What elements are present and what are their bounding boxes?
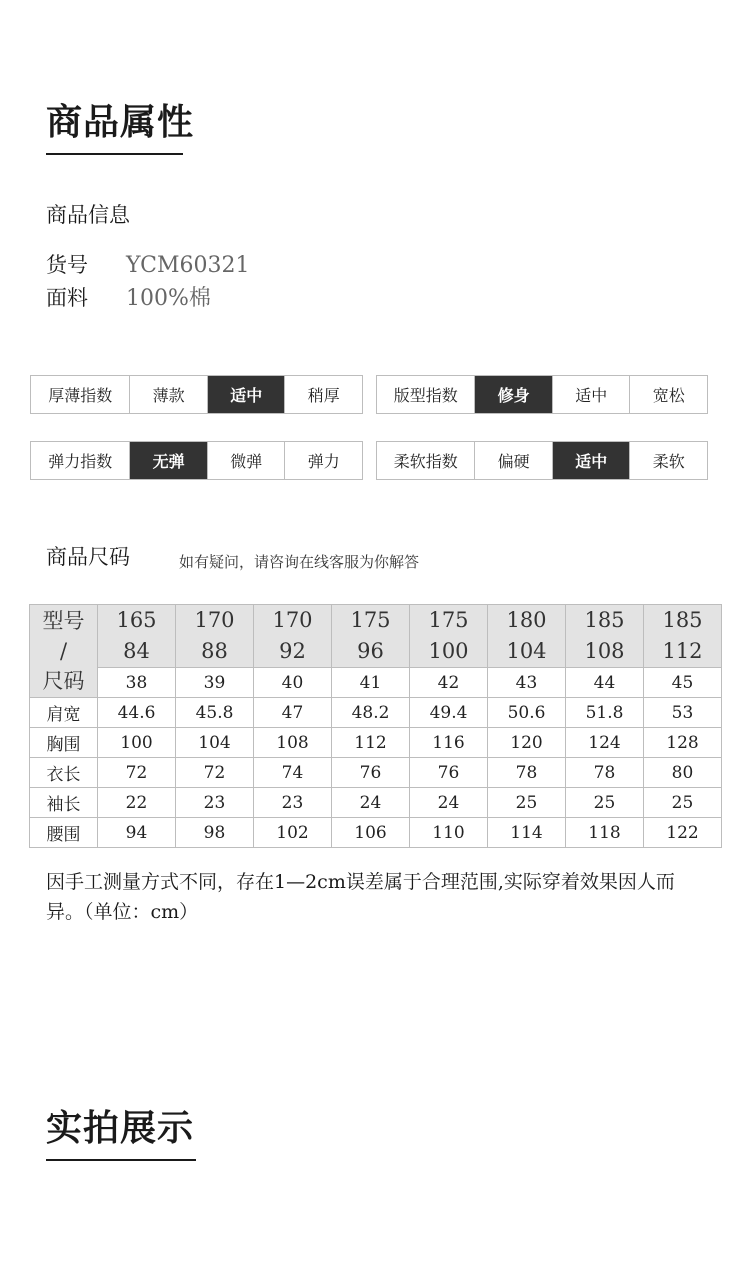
row-label: 衣长 — [30, 758, 98, 788]
cell: 45.8 — [176, 698, 254, 728]
model-cell: 180 104 — [488, 605, 566, 668]
table-row-length — [30, 758, 722, 788]
index-label: 厚薄指数 — [48, 386, 113, 405]
cell: 122 — [644, 818, 722, 848]
cell: 110 — [410, 818, 488, 848]
cell: 114 — [488, 818, 566, 848]
cell: 78 — [566, 758, 644, 788]
index-option: 适中 — [552, 376, 630, 413]
model-cell: 175 100 — [410, 605, 488, 668]
index-option-selected: 适中 — [207, 376, 285, 413]
size-code-row — [30, 668, 722, 698]
model-cell: 185 112 — [644, 605, 722, 668]
cell: 80 — [644, 758, 722, 788]
info-row-item-no — [46, 255, 249, 277]
size-hint: 如有疑问，请咨询在线客服为你解答 — [179, 553, 420, 571]
table-row-chest — [30, 728, 722, 758]
model-cell: 170 92 — [254, 605, 332, 668]
index-option: 弹力 — [284, 442, 362, 479]
cell: 23 — [176, 788, 254, 818]
cell: 78 — [488, 758, 566, 788]
index-label: 弹力指数 — [48, 452, 113, 471]
index-option: 柔软 — [629, 442, 707, 479]
section-title-photos: 实拍展示 — [46, 1107, 195, 1149]
index-option: 宽松 — [629, 376, 707, 413]
index-label: 版型指数 — [393, 386, 458, 405]
info-label: 货号 — [46, 253, 88, 277]
cell: 102 — [254, 818, 332, 848]
index-option-selected: 修身 — [474, 376, 552, 413]
corner-top: 型号 — [42, 609, 85, 633]
cell: 53 — [644, 698, 722, 728]
index-option-selected: 适中 — [552, 442, 630, 479]
cell: 51.8 — [566, 698, 644, 728]
size-table — [29, 604, 722, 848]
info-value: 100%棉 — [126, 286, 211, 311]
model-cell: 185 108 — [566, 605, 644, 668]
cell: 106 — [332, 818, 410, 848]
cell: 23 — [254, 788, 332, 818]
cell: 25 — [566, 788, 644, 818]
title-underline — [46, 1159, 196, 1161]
cell: 116 — [410, 728, 488, 758]
size-title: 商品尺码 — [46, 545, 130, 569]
cell: 74 — [254, 758, 332, 788]
info-label: 面料 — [46, 286, 88, 310]
corner-bottom: 尺码 — [42, 669, 85, 693]
row-label: 袖长 — [30, 788, 98, 818]
cell: 48.2 — [332, 698, 410, 728]
index-option: 薄款 — [129, 376, 207, 413]
cell: 25 — [644, 788, 722, 818]
size-corner-cell — [30, 605, 98, 698]
cell: 100 — [98, 728, 176, 758]
table-row-waist — [30, 818, 722, 848]
title-underline — [46, 153, 183, 155]
product-info-subtitle: 商品信息 — [46, 203, 130, 227]
index-fit — [376, 375, 708, 414]
size-cell: 38 — [98, 668, 176, 698]
index-option: 偏硬 — [474, 442, 552, 479]
cell: 94 — [98, 818, 176, 848]
size-cell: 45 — [644, 668, 722, 698]
measurement-footnote: 因手工测量方式不同，存在1—2cm误差属于合理范围,实际穿着效果因人而异。（单位：cm） — [46, 871, 675, 923]
size-cell: 43 — [488, 668, 566, 698]
section-title-attributes: 商品属性 — [46, 101, 195, 143]
cell: 50.6 — [488, 698, 566, 728]
size-cell: 40 — [254, 668, 332, 698]
cell: 47 — [254, 698, 332, 728]
cell: 49.4 — [410, 698, 488, 728]
index-option: 微弹 — [207, 442, 285, 479]
cell: 118 — [566, 818, 644, 848]
cell: 120 — [488, 728, 566, 758]
cell: 72 — [176, 758, 254, 788]
cell: 72 — [98, 758, 176, 788]
cell: 108 — [254, 728, 332, 758]
cell: 124 — [566, 728, 644, 758]
info-row-fabric — [46, 288, 211, 310]
index-softness — [376, 441, 708, 480]
size-cell: 42 — [410, 668, 488, 698]
cell: 76 — [332, 758, 410, 788]
size-cell: 44 — [566, 668, 644, 698]
size-cell: 39 — [176, 668, 254, 698]
table-row-shoulder — [30, 698, 722, 728]
info-value: YCM60321 — [126, 253, 250, 278]
row-label: 腰围 — [30, 818, 98, 848]
size-header-row — [30, 605, 722, 668]
index-option: 稍厚 — [284, 376, 362, 413]
size-cell: 41 — [332, 668, 410, 698]
cell: 24 — [332, 788, 410, 818]
cell: 22 — [98, 788, 176, 818]
cell: 112 — [332, 728, 410, 758]
index-thickness — [30, 375, 363, 414]
cell: 128 — [644, 728, 722, 758]
index-label: 柔软指数 — [393, 452, 458, 471]
cell: 98 — [176, 818, 254, 848]
row-label: 肩宽 — [30, 698, 98, 728]
model-cell: 170 88 — [176, 605, 254, 668]
index-elasticity — [30, 441, 363, 480]
corner-mid: / — [59, 639, 68, 663]
cell: 25 — [488, 788, 566, 818]
cell: 76 — [410, 758, 488, 788]
table-row-sleeve — [30, 788, 722, 818]
cell: 44.6 — [98, 698, 176, 728]
model-cell: 165 84 — [98, 605, 176, 668]
model-cell: 175 96 — [332, 605, 410, 668]
row-label: 胸围 — [30, 728, 98, 758]
cell: 104 — [176, 728, 254, 758]
index-option-selected: 无弹 — [129, 442, 207, 479]
cell: 24 — [410, 788, 488, 818]
